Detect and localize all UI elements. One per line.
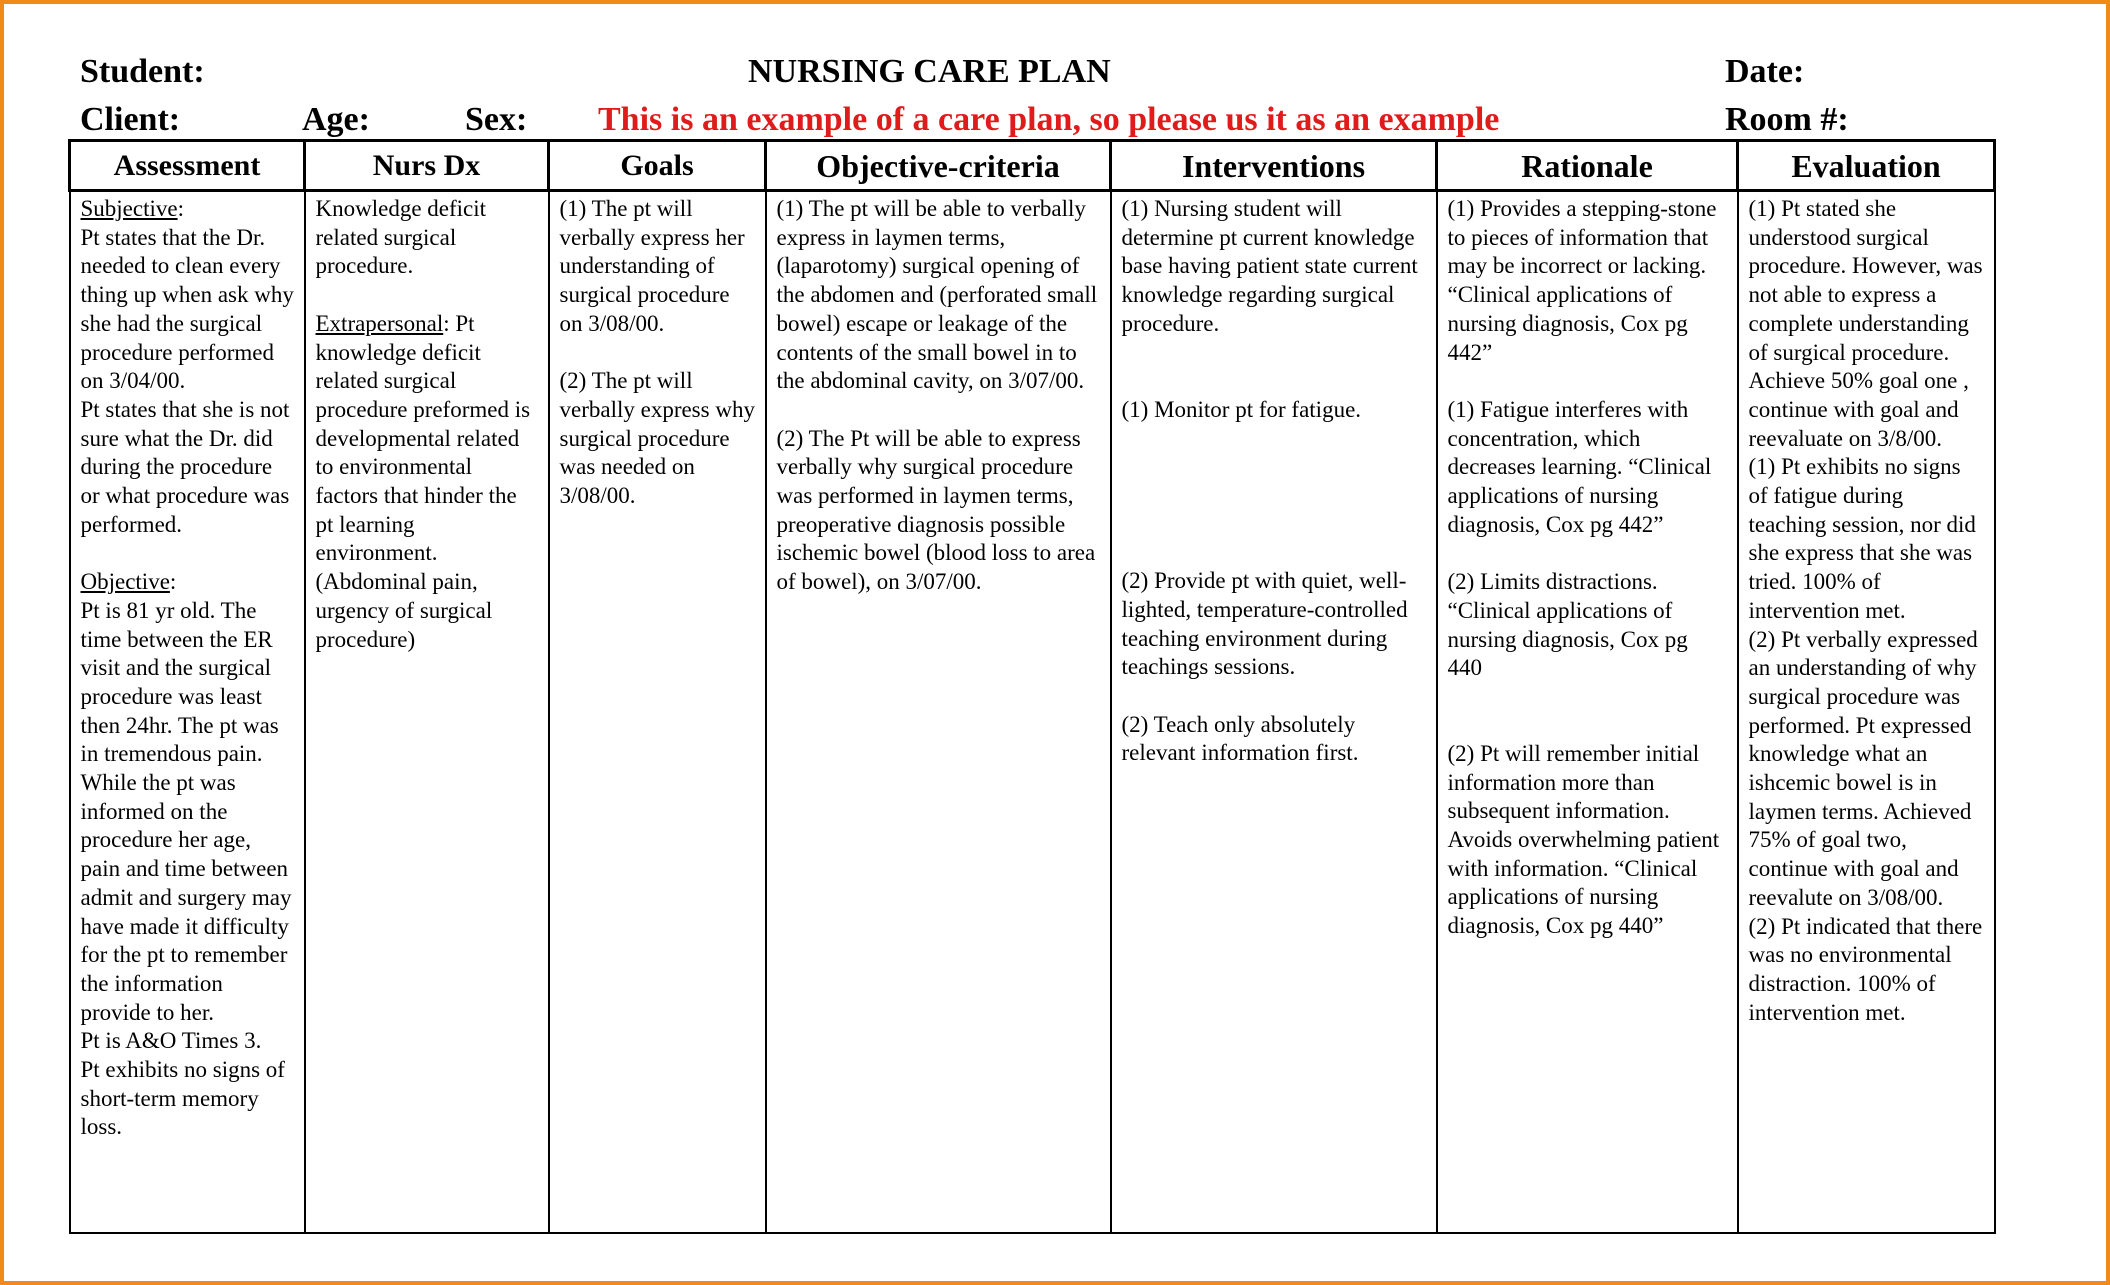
nurs-dx-text: Knowledge deficit related surgical procedure.	[315, 196, 487, 279]
objective-text-2: Pt is A&O Times 3.	[80, 1028, 262, 1054]
col-interventions: Interventions	[1111, 141, 1437, 191]
room-label: Room #:	[1725, 101, 1849, 138]
rationale-2: (1) Fatigue interferes with concentration, which decreases learning. “Clinical applications of nursing diagnosis, Cox pg 442”	[1447, 396, 1712, 537]
intervention-4: (2) Teach only absolutely relevant information first.	[1121, 711, 1359, 766]
client-label: Client:	[80, 101, 181, 138]
assessment-cell	[70, 191, 305, 1234]
extrapersonal-label: Extrapersonal	[315, 310, 444, 336]
nurs-dx-cell	[305, 191, 549, 1234]
evaluation-3: (2) Pt verbally expressed an understanding of why surgical procedure was performed. Pt expressed knowledge what an ishcemic bowel is in laymen terms. Achieved 75% of goal two, continue with goal and reevalute on 3/08/00.	[1748, 626, 1978, 910]
col-evaluation: Evaluation	[1738, 141, 1995, 191]
rationale-1: (1) Provides a stepping-stone to pieces of information that may be incorrect or lacking. “Clinical applications of nursing diagnosis, Cox pg 442”	[1447, 196, 1717, 365]
date-label: Date:	[1725, 53, 1805, 90]
rationale-4: (2) Pt will remember initial information more than subsequent information. Avoids overwhelming patient with information. “Clinical applications of nursing diagnosis, Cox pg 440”	[1447, 740, 1720, 939]
extrapersonal-colon: : Pt	[443, 310, 475, 336]
objective-text-3: Pt exhibits no signs of short-term memory loss.	[80, 1057, 285, 1140]
content-row	[70, 191, 1995, 1234]
subjective-label: Subjective	[80, 196, 178, 221]
rationale-3: (2) Limits distractions. “Clinical applications of nursing diagnosis, Cox pg 440	[1447, 569, 1688, 681]
objective-label: Objective	[80, 569, 170, 595]
sex-label: Sex:	[465, 101, 528, 138]
col-objective-criteria: Objective-criteria	[766, 141, 1111, 191]
col-goals: Goals	[549, 141, 766, 191]
evaluation-cell	[1738, 191, 1995, 1234]
criteria-1: (1) The pt will be able to verbally express in laymen terms, (laparotomy) surgical opening of the abdomen and (perforated small bowel) escape or leakage of the contents of the small bowel in to the abdominal cavity, on 3/07/00.	[776, 196, 1098, 394]
evaluation-1: (1) Pt stated she understood surgical procedure. However, was not able to express a complete understanding of surgical procedure. Achieve 50% goal one , continue with goal and reevaluate on 3/8/00.	[1748, 196, 1983, 451]
interventions-cell	[1111, 191, 1437, 1234]
goals-cell	[549, 191, 766, 1234]
subjective-heading	[81, 195, 295, 224]
criteria-2: (2) The Pt will be able to express verbally why surgical procedure was performed in laymen terms, preoperative diagnosis possible ischemic bowel (blood loss to area of bowel), on 3/07/00.	[776, 425, 1096, 595]
intervention-1: (1) Nursing student will determine pt current knowledge base having patient state current knowledge regarding surgical procedure.	[1121, 196, 1418, 336]
objective-colon: :	[169, 569, 177, 595]
objective-text: Pt is 81 yr old. The time between the ER visit and the surgical procedure was least then 24hr. The pt was in tremendous pain. While the pt was informed on the procedure her age, pain and time between admit and surgery may have made it difficulty for the pt to remember the information provide to her.	[80, 597, 292, 1025]
subjective-text-2: Pt states that she is not sure what the Dr. did during the procedure or what procedure was performed.	[80, 396, 290, 537]
objective-criteria-cell	[766, 191, 1111, 1234]
evaluation-4: (2) Pt indicated that there was no environmental distraction. 100% of intervention met.	[1748, 913, 1983, 1025]
evaluation-2: (1) Pt exhibits no signs of fatigue during teaching session, nor did she express that she was tried. 100% of intervention met.	[1748, 454, 1976, 623]
subjective-text: Pt states that the Dr. needed to clean every thing up when ask why she had the surgical procedure performed on 3/04/00.	[80, 224, 294, 394]
intervention-3: (2) Provide pt with quiet, well-lighted, temperature-controlled teaching environment during teachings sessions.	[1121, 568, 1408, 680]
student-label: Student:	[80, 53, 205, 90]
nurs-dx-text-2: knowledge deficit related surgical procedure preformed is developmental related to environmental factors that hinder the pt learning environment. (Abdominal pain, urgency of surgical procedure)	[315, 339, 531, 652]
example-note: This is an example of a care plan, so please us it as an example	[598, 101, 1500, 138]
subjective-colon: :	[177, 196, 184, 221]
goal-1: (1) The pt will verbally express her understanding of surgical procedure on 3/08/00.	[559, 196, 745, 336]
age-label: Age:	[302, 101, 370, 138]
rationale-cell	[1437, 191, 1738, 1234]
objective-heading	[81, 568, 295, 597]
care-plan-table	[68, 139, 1996, 1234]
col-nurs-dx: Nurs Dx	[305, 141, 549, 191]
col-assessment: Assessment	[70, 141, 305, 191]
goal-2: (2) The pt will verbally express why surgical procedure was needed on 3/08/00.	[559, 368, 755, 509]
nurs-dx-extrapersonal	[316, 310, 539, 339]
intervention-2: (1) Monitor pt for fatigue.	[1121, 396, 1362, 422]
col-rationale: Rationale	[1437, 141, 1738, 191]
header-row	[70, 141, 1995, 191]
page-title: NURSING CARE PLAN	[748, 53, 1111, 90]
